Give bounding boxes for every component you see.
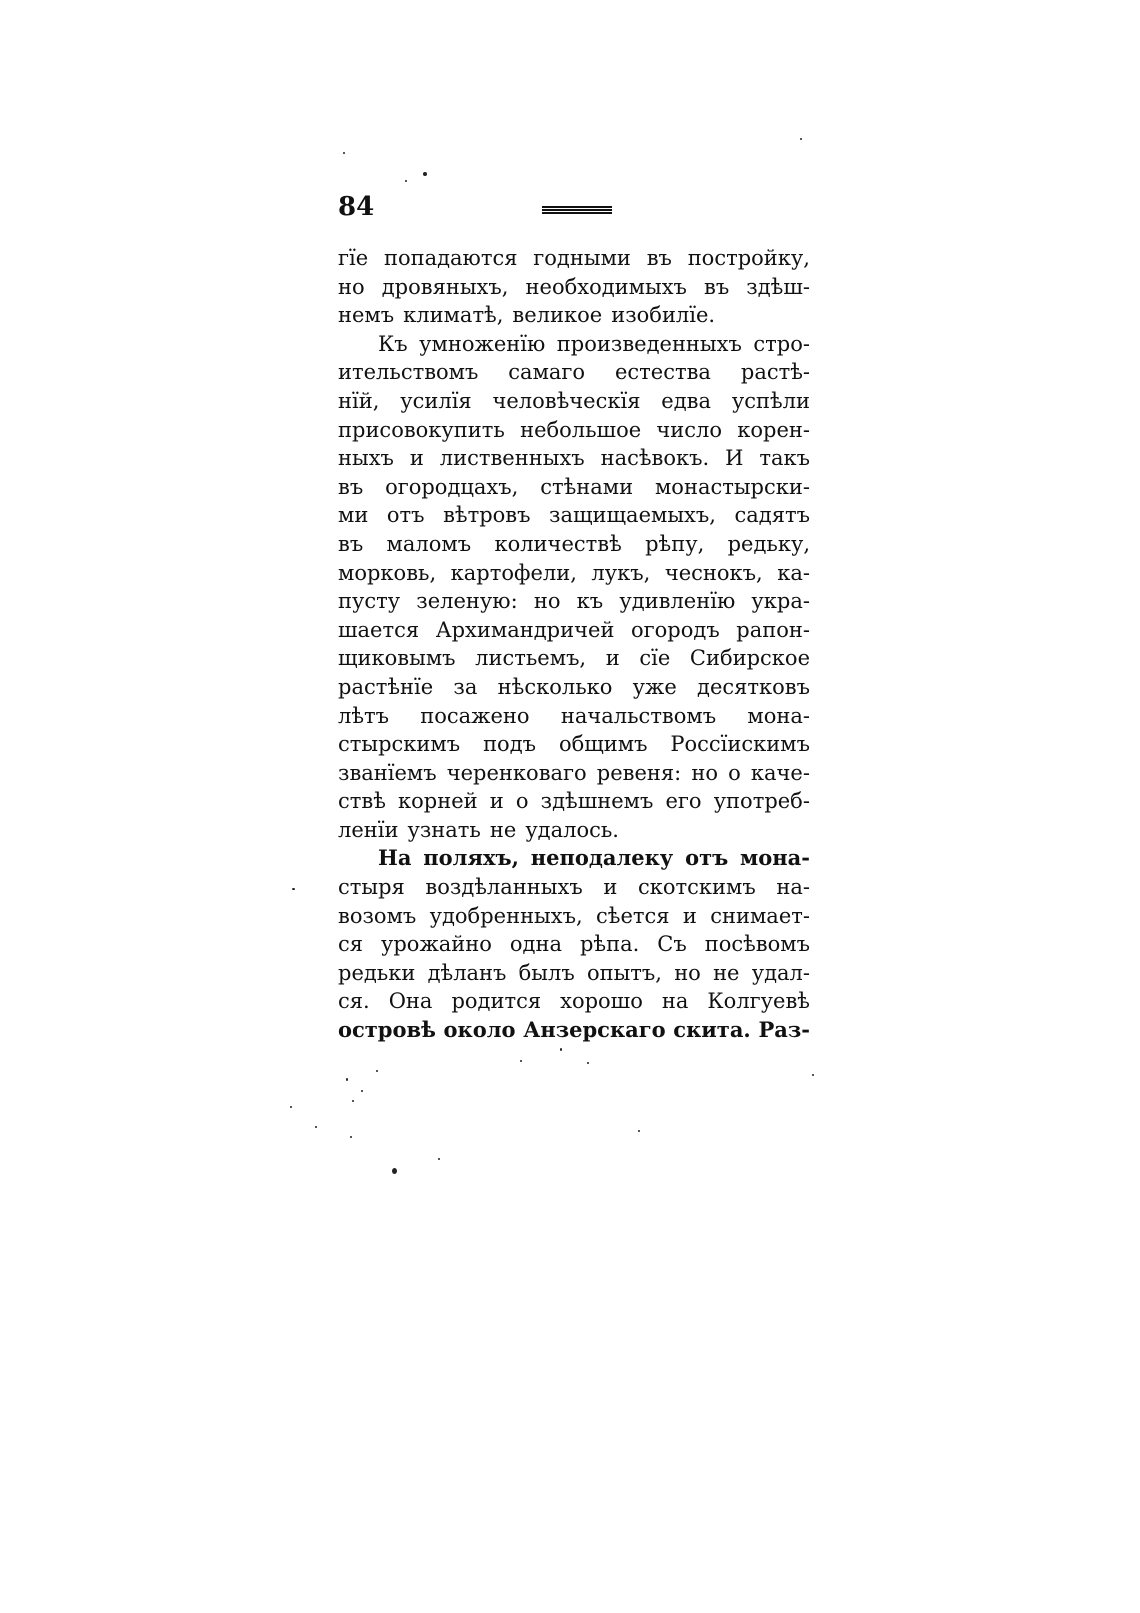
scan-speck [560, 1048, 562, 1051]
text-line: званїемъ черенковаго ревеня: но о каче- [338, 760, 810, 785]
text-line: нїй, усилїя человѣческїя едва успѣли [338, 388, 810, 413]
scan-speck [346, 1078, 348, 1081]
text-line: пусту зеленую: но къ удивленїю укра- [338, 589, 810, 614]
text-line: ныхъ и лиственныхъ насѣвокъ. И такъ [338, 446, 810, 471]
text-line: гїе попадаются годными въ постройку, [338, 246, 810, 270]
text-line: островѣ около Анзерскаго скита. Раз- [338, 1017, 810, 1043]
scan-speck [520, 1060, 522, 1062]
scan-speck [343, 152, 345, 154]
scan-speck [292, 888, 295, 890]
text-line: стырскимъ подъ общимъ Россїискимъ [338, 732, 810, 757]
text-line: въ огородцахъ, стѣнами монастырски- [338, 474, 810, 499]
body-text [338, 244, 810, 1045]
text-line: стыря воздѣланныхъ и скотскимъ на- [338, 875, 810, 900]
scan-speck [638, 1130, 640, 1132]
scan-speck [423, 172, 427, 176]
scan-speck [405, 180, 407, 182]
text-line: На поляхъ, неподалеку отъ мона- [378, 845, 810, 871]
header-rule [542, 206, 612, 215]
text-line: лѣтъ посажено начальствомъ мона- [338, 703, 810, 728]
scan-speck [812, 1074, 814, 1076]
text-line: возомъ удобренныхъ, сѣется и снимает- [338, 903, 810, 928]
text-line: немъ климатѣ, великое изобилїе. [338, 303, 716, 328]
scan-speck [352, 1100, 354, 1102]
text-line: редьки дѣланъ былъ опытъ, но не удал- [338, 960, 810, 985]
text-line: ствѣ корней и о здѣшнемъ его употреб- [338, 789, 810, 814]
text-line: ительствомъ самаго естества растѣ- [338, 360, 810, 385]
text-line: ся. Она родится хорошо на Колгуевѣ [338, 989, 810, 1014]
scan-speck [438, 1158, 440, 1160]
scan-speck [376, 1070, 378, 1072]
scan-speck [350, 1136, 352, 1138]
text-line: Къ умноженїю произведенныхъ стро- [378, 331, 810, 356]
text-line: но дровяныхъ, необходимыхъ въ здѣш- [338, 274, 810, 299]
page-number: 84 [338, 192, 375, 222]
text-line: шается Архимандричей огородъ рапон- [338, 617, 810, 642]
scan-speck [290, 1106, 292, 1108]
scan-speck [800, 138, 802, 140]
scan-speck [361, 1090, 363, 1092]
scan-speck [315, 1126, 317, 1128]
text-line: присовокупить небольшое число корен- [338, 417, 810, 442]
scan-speck [392, 1168, 397, 1174]
text-line: ленїи узнать не удалось. [338, 817, 619, 842]
scan-speck [587, 1062, 589, 1064]
text-line: растѣнїе за нѣсколько уже десятковъ [338, 674, 810, 699]
text-line: ми отъ вѣтровъ защищаемыхъ, садятъ [338, 503, 810, 528]
text-line: въ маломъ количествѣ рѣпу, редьку, [338, 531, 810, 556]
text-line: щиковымъ листьемъ, и сїе Сибирское [338, 646, 810, 671]
text-line: морковь, картофели, лукъ, чеснокъ, ка- [338, 560, 810, 585]
text-line: ся урожайно одна рѣпа. Съ посѣвомъ [338, 932, 810, 957]
